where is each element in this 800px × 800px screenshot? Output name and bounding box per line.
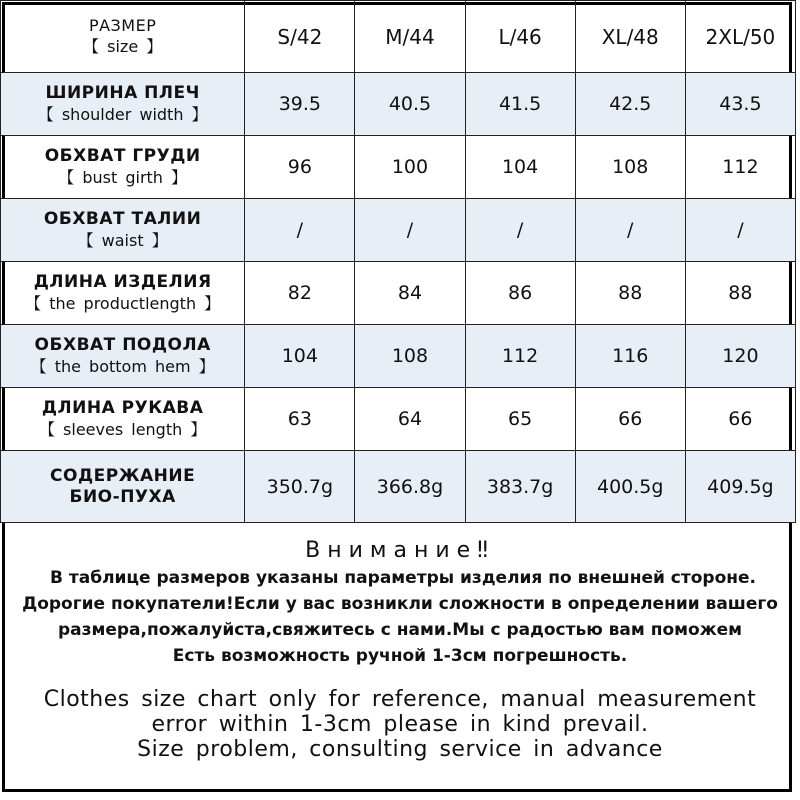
note-en-line: Size problem, consulting service in advance [137,737,663,762]
value-cell: 41.5 [465,73,575,136]
row-label-ru: СОДЕРЖАНИЕ [50,465,196,486]
value-cell: 104 [245,325,355,388]
header-label-cell [1,1,245,73]
size-header: M/44 [355,1,465,73]
note-ru-line: Есть возможность ручной 1-3см погрешность. [172,646,628,666]
table-row [1,262,796,325]
table-row [1,73,796,136]
row-label-cell [1,136,245,199]
value-cell: 82 [245,262,355,325]
row-label-en: 【 sleeves length 】 [38,419,207,439]
value-cell: 400.5g [575,451,685,523]
table-row [1,388,796,451]
value-cell: 104 [465,136,575,199]
value-cell: 86 [465,262,575,325]
row-label-ru: ДЛИНА ИЗДЕЛИЯ [33,271,212,292]
value-cell: 409.5g [685,451,795,523]
note-ru-line: В таблице размеров указаны параметры изделия по внешней стороне. [50,568,756,588]
value-cell: / [245,199,355,262]
size-header: S/42 [245,1,355,73]
row-label-cell [1,73,245,136]
row-label-cell [1,388,245,451]
value-cell: 88 [575,262,685,325]
table-row [1,199,796,262]
row-label-en: 【 the productlength 】 [25,293,221,313]
row-label-cell [1,325,245,388]
size-header: L/46 [465,1,575,73]
row-label-en: 【 the bottom hem 】 [30,356,215,376]
value-cell: 39.5 [245,73,355,136]
row-label-en: 【 shoulder width 】 [37,104,208,124]
value-cell: 66 [575,388,685,451]
row-label-ru: ОБХВАТ ГРУДИ [44,145,201,166]
value-cell: 88 [685,262,795,325]
value-cell: 108 [575,136,685,199]
value-cell: 40.5 [355,73,465,136]
value-cell: 108 [355,325,465,388]
value-cell: 120 [685,325,795,388]
english-note [0,687,800,762]
row-label-ru: ОБХВАТ ТАЛИИ [43,208,202,229]
row-label-cell [1,451,245,523]
row-label-ru: БИО-ПУХА [69,486,176,507]
table-row [1,136,796,199]
value-cell: / [685,199,795,262]
note-en-line: error within 1-3cm please in kind prevail. [151,712,649,737]
header-label-en: 【 size 】 [83,36,163,56]
value-cell: 112 [685,136,795,199]
value-cell: 366.8g [355,451,465,523]
row-label-ru: ДЛИНА РУКАВА [41,397,204,418]
value-cell: / [575,199,685,262]
value-cell: 112 [465,325,575,388]
value-cell: 116 [575,325,685,388]
row-label-ru: ОБХВАТ ПОДОЛА [34,334,211,355]
size-header: XL/48 [575,1,685,73]
value-cell: 96 [245,136,355,199]
row-label-en: 【 waist 】 [77,230,168,250]
note-ru-line: размера,пожалуйста,свяжитесь с нами.Мы с радостью вам поможем [57,620,743,640]
notes-section [0,530,800,762]
value-cell: 64 [355,388,465,451]
value-cell: 383.7g [465,451,575,523]
value-cell: / [465,199,575,262]
size-header: 2XL/50 [685,1,795,73]
value-cell: 100 [355,136,465,199]
value-cell: 63 [245,388,355,451]
row-label-cell [1,199,245,262]
value-cell: 43.5 [685,73,795,136]
note-en-line: Clothes size chart only for reference, manual measurement [43,687,757,712]
row-label-cell [1,262,245,325]
header-label-ru: РАЗМЕР [88,15,157,35]
value-cell: / [355,199,465,262]
note-ru-line: Дорогие покупатели!Если у вас возникли сложности в определении вашего [22,594,778,614]
value-cell: 350.7g [245,451,355,523]
row-label-en: 【 bust girth 】 [58,167,188,187]
value-cell: 65 [465,388,575,451]
table-row [1,325,796,388]
value-cell: 84 [355,262,465,325]
attention-heading: Внимание‼ [305,538,495,563]
value-cell: 42.5 [575,73,685,136]
value-cell: 66 [685,388,795,451]
header-row [1,1,796,73]
table-row [1,451,796,523]
row-label-ru: ШИРИНА ПЛЕЧ [45,82,200,103]
